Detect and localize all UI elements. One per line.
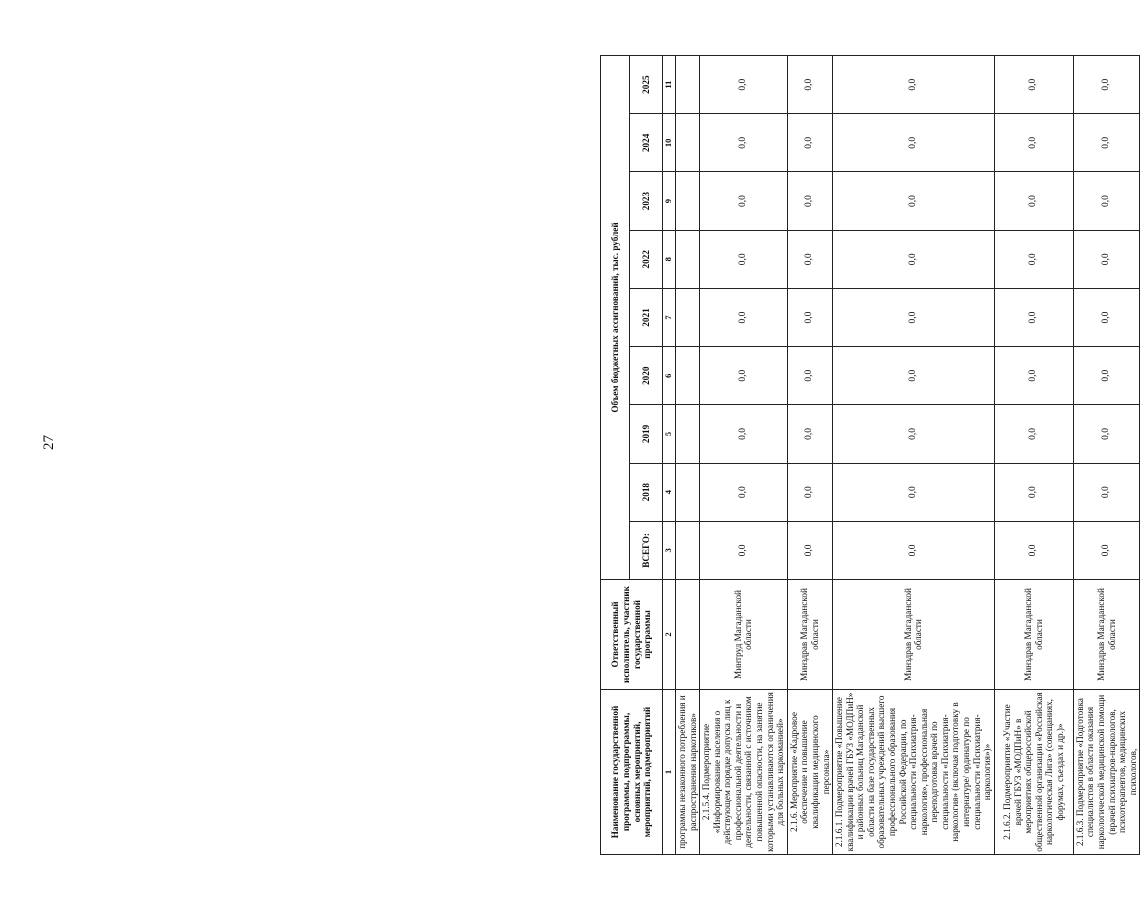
- value-cell: 0,0: [787, 347, 832, 405]
- value-cell: 0,0: [787, 172, 832, 230]
- value-cell: 0,0: [700, 114, 788, 172]
- row-executor: Минздрав Магаданской области: [1073, 580, 1139, 690]
- value-cell: 0,0: [1073, 114, 1139, 172]
- header-year: 2022: [630, 230, 663, 288]
- table-row: [787, 56, 832, 855]
- column-index: 1: [663, 690, 676, 855]
- value-cell: 0,0: [833, 230, 995, 288]
- value-cell: 0,0: [700, 521, 788, 579]
- value-cell: 0,0: [1073, 463, 1139, 521]
- value-cell: 0,0: [833, 521, 995, 579]
- header-year: 2025: [630, 56, 663, 114]
- row-name: 2.1.5.4. Подмероприятие «Информирование населения о действующем порядке допуска лиц к профессиональной деятельности и деятельности, связанной с источником повышенной опасности, на занятие которыми устанавливаются ограничения для больных наркоманией»: [700, 690, 788, 855]
- value-cell: 0,0: [833, 56, 995, 114]
- value-cell: 0,0: [994, 463, 1073, 521]
- table-row: [833, 56, 995, 855]
- value-cell: 0,0: [994, 230, 1073, 288]
- value-cell: 0,0: [787, 288, 832, 346]
- value-cell: 0,0: [700, 172, 788, 230]
- page-number: 27: [41, 435, 57, 450]
- row-executor: Минздрав Магаданской области: [833, 580, 995, 690]
- value-cell: 0,0: [994, 347, 1073, 405]
- value-cell: 0,0: [787, 405, 832, 463]
- empty-cell: [676, 405, 700, 463]
- value-cell: 0,0: [787, 56, 832, 114]
- value-cell: 0,0: [994, 172, 1073, 230]
- header-year: 2021: [630, 288, 663, 346]
- table-row: [676, 56, 700, 855]
- value-cell: 0,0: [833, 114, 995, 172]
- value-cell: 0,0: [1073, 288, 1139, 346]
- header-name: Наименование государственной программы, подпрограммы, основных мероприятий, мероприятий, подмероприятий: [601, 690, 663, 855]
- value-cell: 0,0: [994, 56, 1073, 114]
- intro-text: программы незаконного потребления и распространения наркотиков»: [676, 690, 700, 855]
- column-index: 6: [663, 347, 676, 405]
- value-cell: 0,0: [1073, 56, 1139, 114]
- row-executor: Минздрав Магаданской области: [994, 580, 1073, 690]
- header-year: 2023: [630, 172, 663, 230]
- column-index: 2: [663, 580, 676, 690]
- empty-cell: [676, 347, 700, 405]
- empty-cell: [676, 521, 700, 579]
- header-total: ВСЕГО:: [630, 521, 663, 579]
- rotated-table-container: [600, 55, 1138, 855]
- empty-cell: [676, 580, 700, 690]
- value-cell: 0,0: [1073, 230, 1139, 288]
- header-year: 2020: [630, 347, 663, 405]
- column-index: 8: [663, 230, 676, 288]
- header-budget: Объем бюджетных ассигнований, тыс. рублей: [601, 56, 630, 580]
- header-executor: Ответственный исполнитель, участник государственной программы: [601, 580, 663, 690]
- value-cell: 0,0: [787, 521, 832, 579]
- value-cell: 0,0: [1073, 347, 1139, 405]
- value-cell: 0,0: [833, 405, 995, 463]
- table-row: [1073, 56, 1139, 855]
- column-index: 11: [663, 56, 676, 114]
- value-cell: 0,0: [787, 114, 832, 172]
- column-index: 9: [663, 172, 676, 230]
- column-index: 10: [663, 114, 676, 172]
- value-cell: 0,0: [700, 288, 788, 346]
- value-cell: 0,0: [1073, 521, 1139, 579]
- value-cell: 0,0: [994, 288, 1073, 346]
- value-cell: 0,0: [994, 521, 1073, 579]
- table-row: [994, 56, 1073, 855]
- row-name: 2.1.6.2. Подмероприятие «Участие врачей ГБУЗ «МОДПиН» в мероприятиях общероссийской общественной организации «Российская наркологическая Лига» (совещаниях, форумах, съездах и др.)»: [994, 690, 1073, 855]
- row-name: 2.1.6.1. Подмероприятие «Повышение квалификации врачей ГБУЗ «МОДПиН» и районных больниц Магаданской области на базе государственных образовательных учреждений высшего профессионального образования Российской Федерации, по специальности «Психиатрия-наркология», профессиональная переподготовка врачей по специальности «Психиатрия-наркология» (включая подготовку в интернатуре/ ординатуре по специальности «Психиатрия-наркология»)»: [833, 690, 995, 855]
- value-cell: 0,0: [700, 405, 788, 463]
- empty-cell: [676, 230, 700, 288]
- empty-cell: [676, 56, 700, 114]
- budget-table: [600, 55, 1140, 855]
- value-cell: 0,0: [787, 230, 832, 288]
- column-index: 5: [663, 405, 676, 463]
- column-index: 3: [663, 521, 676, 579]
- empty-cell: [676, 114, 700, 172]
- table-row: [700, 56, 788, 855]
- value-cell: 0,0: [787, 463, 832, 521]
- row-executor: Минтруд Магаданской области: [700, 580, 788, 690]
- value-cell: 0,0: [994, 405, 1073, 463]
- column-index: 7: [663, 288, 676, 346]
- value-cell: 0,0: [833, 347, 995, 405]
- value-cell: 0,0: [833, 463, 995, 521]
- row-name: 2.1.6. Мероприятие «Кадровое обеспечение и повышение квалификации медицинского персонала»: [787, 690, 832, 855]
- value-cell: 0,0: [1073, 172, 1139, 230]
- value-cell: 0,0: [833, 288, 995, 346]
- value-cell: 0,0: [700, 463, 788, 521]
- value-cell: 0,0: [700, 56, 788, 114]
- empty-cell: [676, 463, 700, 521]
- empty-cell: [676, 172, 700, 230]
- row-name: 2.1.6.3. Подмероприятие «Подготовка специалистов в области оказания наркологической медицинской помощи (врачей психиатров-наркологов, психотерапевтов, медицинских психологов,: [1073, 690, 1139, 855]
- empty-cell: [676, 288, 700, 346]
- header-year: 2018: [630, 463, 663, 521]
- header-year: 2024: [630, 114, 663, 172]
- value-cell: 0,0: [700, 230, 788, 288]
- value-cell: 0,0: [1073, 405, 1139, 463]
- column-index: 4: [663, 463, 676, 521]
- value-cell: 0,0: [833, 172, 995, 230]
- row-executor: Минздрав Магаданской области: [787, 580, 832, 690]
- value-cell: 0,0: [994, 114, 1073, 172]
- value-cell: 0,0: [700, 347, 788, 405]
- header-year: 2019: [630, 405, 663, 463]
